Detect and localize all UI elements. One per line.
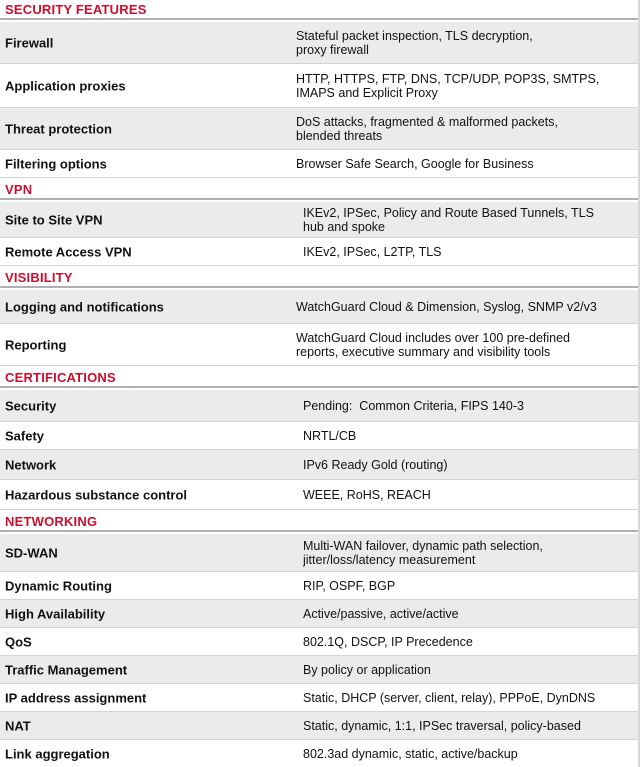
table-row	[0, 22, 640, 64]
row-value: HTTP, HTTPS, FTP, DNS, TCP/UDP, POP3S, SMTPS, IMAPS and Explicit Proxy	[296, 71, 600, 100]
section-certifications	[0, 368, 640, 388]
table-row	[0, 684, 640, 712]
table-row	[0, 202, 640, 238]
table-row	[0, 150, 640, 178]
table-row	[0, 600, 640, 628]
row-label: NAT	[5, 718, 31, 733]
table-row	[0, 450, 640, 480]
section-security-features	[0, 0, 640, 20]
table-row	[0, 534, 640, 572]
row-value: Multi-WAN failover, dynamic path selection, jitter/loss/latency measurement	[303, 538, 543, 567]
table-row	[0, 628, 640, 656]
row-value: IPv6 Ready Gold (routing)	[303, 457, 448, 472]
row-label: QoS	[5, 634, 32, 649]
table-row	[0, 290, 640, 324]
row-value: NRTL/CB	[303, 428, 357, 443]
row-label: Filtering options	[5, 156, 107, 171]
row-label: Hazardous substance control	[5, 487, 188, 502]
table-row	[0, 324, 640, 366]
row-label: IP address assignment	[5, 690, 147, 705]
row-value: 802.3ad dynamic, static, active/backup	[303, 746, 518, 761]
row-label: Application proxies	[5, 78, 126, 93]
row-label: SD-WAN	[5, 545, 58, 560]
row-value: IKEv2, IPSec, L2TP, TLS	[303, 244, 442, 259]
row-value: By policy or application	[303, 662, 431, 677]
row-label: Safety	[5, 428, 45, 443]
row-label: Threat protection	[5, 121, 112, 136]
row-value: Static, dynamic, 1:1, IPSec traversal, policy-based	[303, 718, 581, 733]
row-label: Remote Access VPN	[5, 244, 132, 259]
section-title: SECURITY FEATURES	[5, 2, 147, 17]
row-value: WatchGuard Cloud & Dimension, Syslog, SNMP v2/v3	[296, 299, 597, 314]
row-value: Pending: Common Criteria, FIPS 140-3	[303, 398, 524, 413]
section-title: CERTIFICATIONS	[5, 370, 116, 385]
table-row	[0, 422, 640, 450]
table-row	[0, 238, 640, 266]
row-label: Network	[5, 457, 57, 472]
section-networking	[0, 512, 640, 532]
row-value: Active/passive, active/active	[303, 606, 459, 621]
section-title: VPN	[5, 182, 33, 197]
row-value: Browser Safe Search, Google for Business	[296, 156, 534, 171]
row-value: IKEv2, IPSec, Policy and Route Based Tunnels, TLS hub and spoke	[303, 205, 594, 234]
section-vpn	[0, 180, 640, 200]
table-row	[0, 740, 640, 767]
row-label: High Availability	[5, 606, 106, 621]
row-value: 802.1Q, DSCP, IP Precedence	[303, 634, 473, 649]
row-value: Stateful packet inspection, TLS decryption, proxy firewall	[296, 28, 533, 57]
table-row	[0, 108, 640, 150]
row-label: Logging and notifications	[5, 299, 164, 314]
row-label: Link aggregation	[5, 746, 110, 761]
row-value: RIP, OSPF, BGP	[303, 578, 396, 593]
row-value: WatchGuard Cloud includes over 100 pre-defined reports, executive summary and visibility tools	[296, 330, 570, 359]
row-label: Reporting	[5, 337, 67, 352]
section-title: NETWORKING	[5, 514, 98, 529]
table-row	[0, 64, 640, 108]
table-row	[0, 480, 640, 510]
row-label: Dynamic Routing	[5, 578, 112, 593]
row-value: DoS attacks, fragmented & malformed packets, blended threats	[296, 114, 558, 143]
table-row	[0, 572, 640, 600]
row-value: WEEE, RoHS, REACH	[303, 487, 431, 502]
table-row	[0, 656, 640, 684]
table-row	[0, 390, 640, 422]
row-label: Security	[5, 398, 57, 413]
row-label: Site to Site VPN	[5, 212, 103, 227]
section-title: VISIBILITY	[5, 270, 73, 285]
row-value: Static, DHCP (server, client, relay), PPPoE, DynDNS	[303, 690, 596, 705]
section-visibility	[0, 268, 640, 288]
row-label: Traffic Management	[5, 662, 128, 677]
row-label: Firewall	[5, 35, 54, 50]
table-row	[0, 712, 640, 740]
